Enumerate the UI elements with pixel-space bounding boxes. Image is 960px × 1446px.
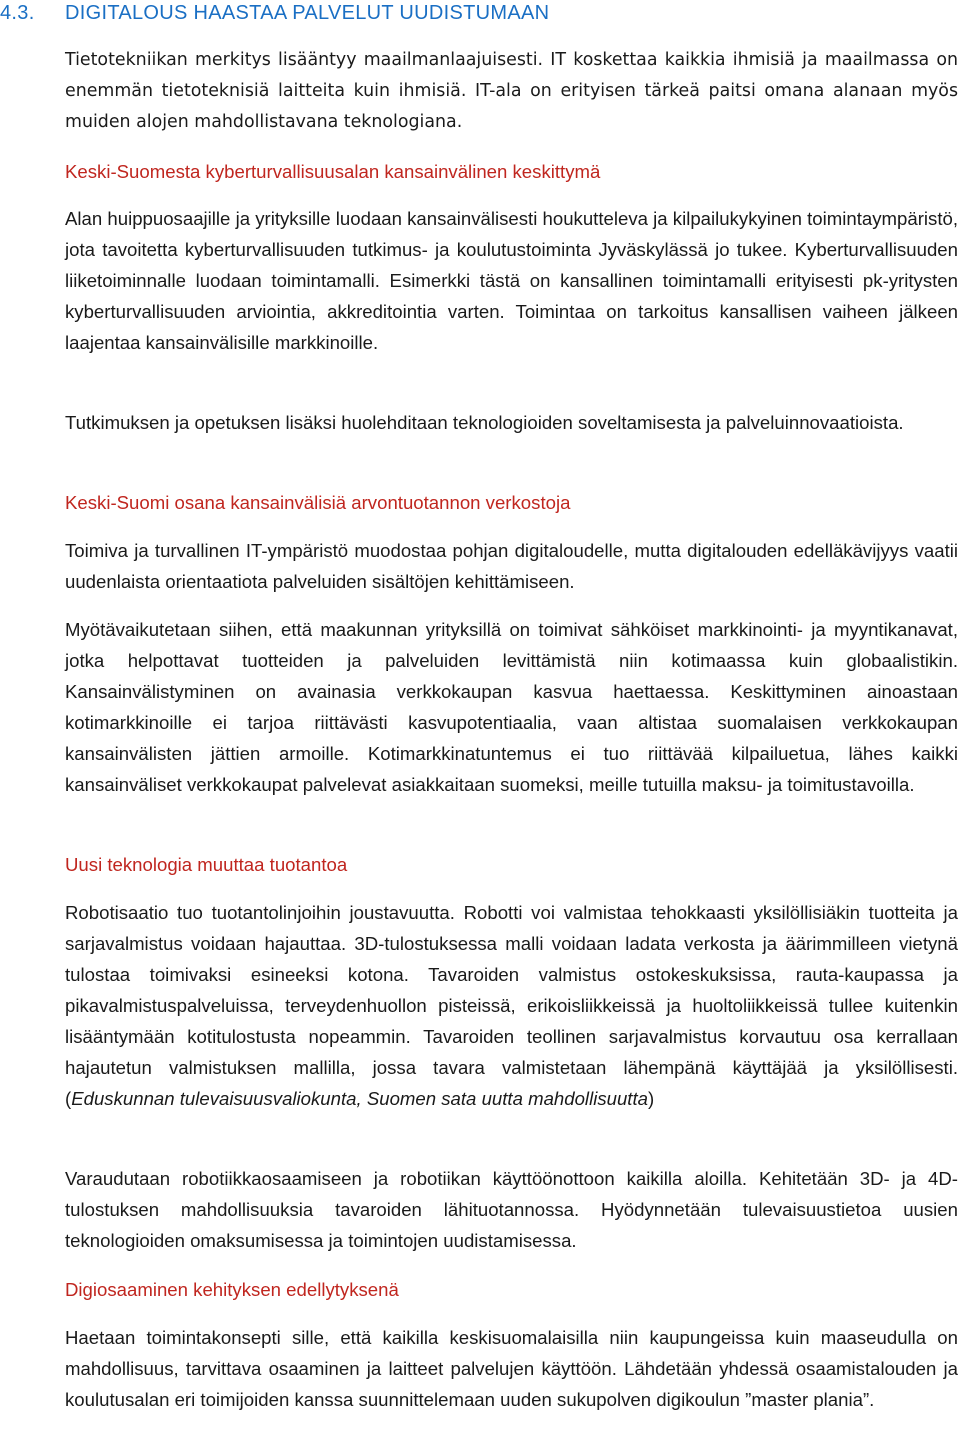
digital-skills-paragraph: Haetaan toimintakonsepti sille, että kaikilla keskisuomalaisilla niin kaupungeissa kuin maaseudulla on mahdollisuus, tarvittava osaaminen ja laitteet palvelujen käyttöön. Lähdetään yhdessä osaamistalouden ja koulutusalan eri toimijoiden kanssa suunnittelemaan uuden sukupolven digikoulun ”master plania”. bbox=[65, 1327, 958, 1410]
cybersecurity-paragraph-1: Alan huippuosaajille ja yrityksille luodaan kansainvälisesti houkutteleva ja kilpailukykyinen toimintaympäristö, jota tavoitetta kyberturvallisuuden tutkimus- ja koulutustoiminta Jyväskylässä jo tukee. Kyberturvallisuuden liiketoiminnalle luodaan toimintamalli. Esimerkki tästä on kansallinen toimintamalli erityisesti pk-yritysten kyberturvallisuuden arviointia, akkreditointia varten. Toimintaa on tarkoitus kansallisen vaiheen jälkeen laajentaa kansainvälisille markkinoille. bbox=[65, 208, 958, 353]
chapter-number: 4.3. bbox=[0, 2, 35, 24]
intro-paragraph: Tietotekniikan merkitys lisääntyy maailmanlaajuisesti. IT koskettaa kaikkia ihmisiä ja maailmassa on enemmän tietoteknisiä laitteita kuin ihmisiä. IT-ala on erityisen tärkeä paitsi omana alanaan myös muiden alojen mahdollistavana teknologiana. bbox=[65, 50, 958, 132]
new-technology-paragraph-2: Varaudutaan robotiikkaosaamiseen ja robotiikan käyttöönottoon kaikilla aloilla. Kehitetään 3D- ja 4D-tulostuksen mahdollisuuksia tavaroiden lähituotannossa. Hyödynnetään tulevaisuustietoa uusien teknologioiden omaksumisessa ja toimintojen uudistamisessa. bbox=[65, 1168, 958, 1251]
cybersecurity-paragraph-2: Tutkimuksen ja opetuksen lisäksi huolehditaan teknologioiden soveltamisesta ja palveluinnovaatioista. bbox=[65, 412, 904, 433]
section-heading-value-networks: Keski-Suomi osana kansainvälisiä arvontuotannon verkostoja bbox=[65, 492, 571, 513]
section-heading-digital-skills: Digiosaaminen kehityksen edellytyksenä bbox=[65, 1279, 399, 1300]
value-networks-paragraph-1: Toimiva ja turvallinen IT-ympäristö muodostaa pohjan digitaloudelle, mutta digitalouden edelläkävijyys vaatii uudenlaista orientaatiota palveluiden sisältöjen kehittämiseen. bbox=[65, 540, 958, 592]
section-heading-cybersecurity: Keski-Suomesta kyberturvallisuusalan kansainvälinen keskittymä bbox=[65, 161, 601, 182]
chapter-heading bbox=[0, 0, 960, 26]
section-heading-new-technology: Uusi teknologia muuttaa tuotantoa bbox=[65, 854, 348, 875]
new-technology-paragraph-1 bbox=[65, 897, 958, 1114]
chapter-title: DIGITALOUS HAASTAA PALVELUT UUDISTUMAAN bbox=[65, 2, 550, 24]
citation: Eduskunnan tulevaisuusvaliokunta, Suomen sata uutta mahdollisuutta bbox=[71, 1088, 648, 1109]
new-technology-text: Robotisaatio tuo tuotantolinjoihin joustavuutta. Robotti voi valmistaa tehokkaasti yksilöllisiäkin tuotteita ja sarjavalmistus voidaan hajauttaa. 3D-tulostuksessa malli voidaan ladata verkosta ja äärimmilleen vietynä tulostaa toimivaksi esineeksi kotona. Tavaroiden valmistus ostokeskuksissa, rauta-kaupassa ja pikavalmistuspalveluissa, terveydenhuollon pisteissä, erikoisliikkeissä ja huoltoliikkeissä tullee kuitenkin lisääntymään kotitulostusta nopeammin. Tavaroiden teollinen sarjavalmistus korvautuu osa kerrallaan hajautetun valmistuksen mallilla, jossa tavara valmistetaan lähempänä käyttäjää ja yksilöllisesti. ( bbox=[65, 902, 958, 1109]
citation-close: ) bbox=[647, 1088, 655, 1109]
value-networks-paragraph-2: Myötävaikutetaan siihen, että maakunnan yrityksillä on toimivat sähköiset markkinointi- ja myyntikanavat, jotka helpottavat tuotteiden ja palveluiden levittämistä niin kotimaassa kuin globaalistikin. Kansainvälistyminen on avainasia verkkokaupan kasvua haettaessa. Keskittyminen ainoastaan kotimarkkinoille ei tarjoa riittävästi kasvupotentiaalia, vaan altistaa suomalaisen verkkokaupan kansainvälisten jättien armoille. Kotimarkkinatuntemus ei tuo riittävää kilpailuetua, lähes kaikki kansainväliset verkkokaupat palvelevat asiakkaitaan suomeksi, meille tutuilla maksu- ja toimitustavoilla. bbox=[65, 619, 958, 795]
